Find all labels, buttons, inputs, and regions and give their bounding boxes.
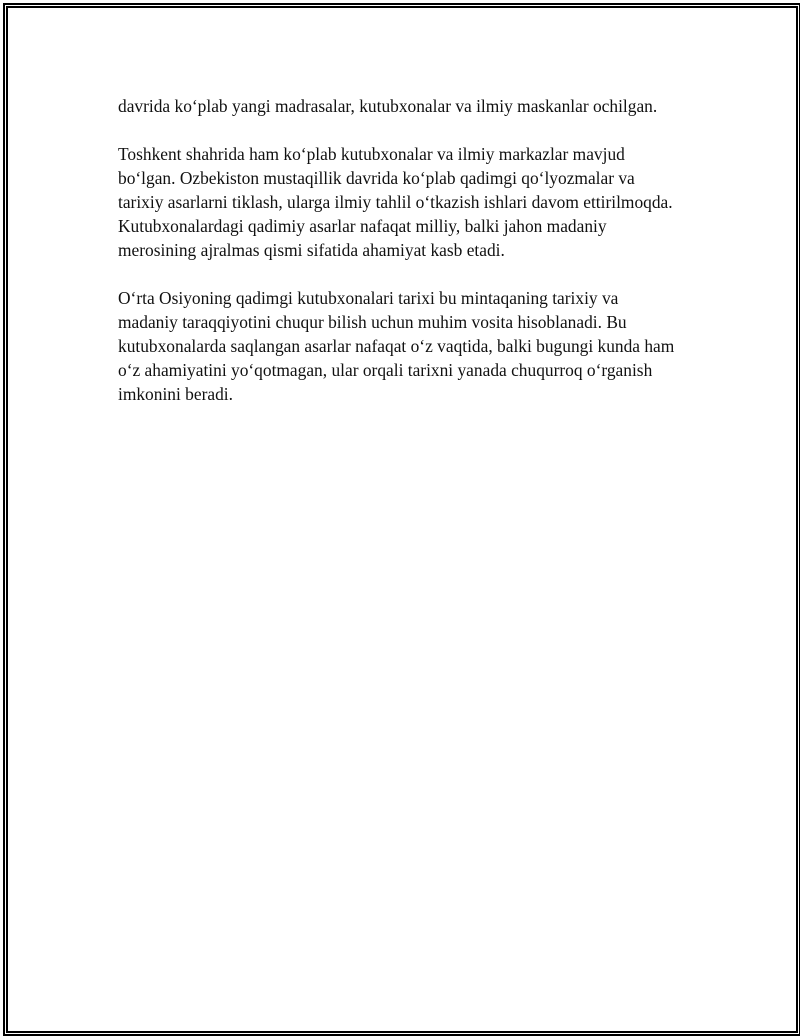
- document-body: [118, 94, 678, 430]
- paragraph-2: Toshkent shahrida ham ko‘plab kutubxonalar va ilmiy markazlar mavjud bo‘lgan. Ozbekiston mustaqillik davrida ko‘plab qadimgi qo‘lyozmalar va tarixiy asarlarni tiklash, ularga ilmiy tahlil o‘tkazish ishlari davom ettirilmoqda. Kutubxonalardagi qadimiy asarlar nafaqat milliy, balki jahon madaniy merosining ajralmas qismi sifatida ahamiyat kasb etadi.: [118, 144, 673, 260]
- paragraph-3: O‘rta Osiyoning qadimgi kutubxonalari tarixi bu mintaqaning tarixiy va madaniy taraqqiyotini chuqur bilish uchun muhim vosita hisoblanadi. Bu kutubxonalarda saqlangan asarlar nafaqat o‘z vaqtida, balki bugungi kunda ham o‘z ahamiyatini yo‘qotmagan, ular orqali tarixni yanada chuqurroq o‘rganish imkonini beradi.: [118, 288, 675, 404]
- paragraph-1: davrida ko‘plab yangi madrasalar, kutubxonalar va ilmiy maskanlar ochilgan.: [118, 96, 658, 116]
